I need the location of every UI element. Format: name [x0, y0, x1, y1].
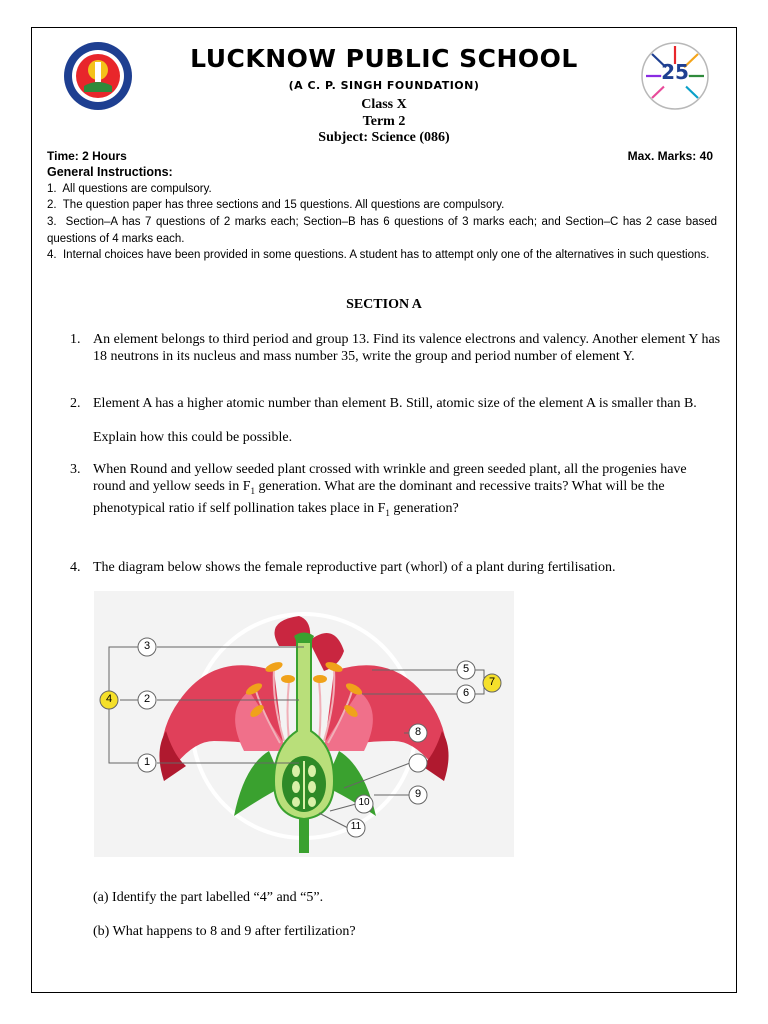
instruction-item: 3. Section–A has 7 questions of 2 marks each; Section–B has 6 questions of 3 marks each; and Section–C has 2 case based questions of 4 marks each.	[47, 216, 718, 245]
question-text: An element belongs to third period and group 13. Find its valence electrons and valency. Another element Y has 18 neutrons in its nucleus and mass number 35, write the group and period number of element Y.	[93, 332, 721, 364]
flower-diagram	[94, 591, 514, 857]
subquestion-b: (b) What happens to 8 and 9 after fertilization?	[93, 924, 356, 939]
term-line: Term 2	[362, 114, 406, 129]
time-label: Time: 2 Hours	[47, 149, 127, 163]
question-text: Element A has a higher atomic number than element B. Still, atomic size of the element A is smaller than B.	[93, 396, 697, 411]
max-marks-label: Max. Marks: 40	[627, 149, 713, 163]
question-number: 2.	[70, 396, 81, 411]
diagram-label-7: 7	[488, 676, 496, 688]
instructions-heading: General Instructions:	[47, 165, 173, 179]
question-number: 3.	[70, 462, 81, 477]
diagram-label-10: 10	[358, 797, 370, 808]
section-title: SECTION A	[346, 297, 422, 312]
diagram-label-2: 2	[143, 693, 151, 705]
diagram-label-8: 8	[414, 726, 422, 738]
question-number: 4.	[70, 560, 81, 575]
subject-line: Subject: Science (086)	[318, 130, 450, 145]
question-text: The diagram below shows the female reproductive part (whorl) of a plant during fertilisation.	[93, 560, 616, 575]
instruction-item: 2. The question paper has three sections and 15 questions. All questions are compulsory.	[47, 199, 505, 211]
class-line: Class X	[361, 97, 407, 112]
diagram-label-9: 9	[414, 788, 422, 800]
instruction-item: 4. Internal choices have been provided in some questions. A student has to attempt only one of the alternatives in such questions.	[47, 249, 710, 261]
diagram-label-11: 11	[350, 821, 362, 832]
school-name: LUCKNOW PUBLIC SCHOOL	[190, 44, 578, 73]
diagram-label-4: 4	[105, 693, 113, 705]
diagram-label-3: 3	[143, 640, 151, 652]
question-text-continued: Explain how this could be possible.	[93, 430, 293, 445]
diagram-label-1: 1	[143, 756, 151, 768]
foundation-name: (A C. P. SINGH FOUNDATION)	[288, 79, 480, 92]
diagram-label-5: 5	[462, 663, 470, 675]
anniversary-number: 25	[661, 60, 689, 84]
subquestion-a: (a) Identify the part labelled “4” and “5”.	[93, 890, 324, 905]
question-text: When Round and yellow seeded plant crossed with wrinkle and green seeded plant, all the progenies have round and yellow seeds in $F_1$ generation. What are the dominant and recessive traits? What will be the phenotypical ratio if self pollination takes place in $F_1$ generation?	[93, 462, 687, 518]
instruction-item: 1. All questions are compulsory.	[47, 183, 212, 195]
question-number: 1.	[70, 332, 81, 347]
diagram-label-6: 6	[462, 687, 470, 699]
